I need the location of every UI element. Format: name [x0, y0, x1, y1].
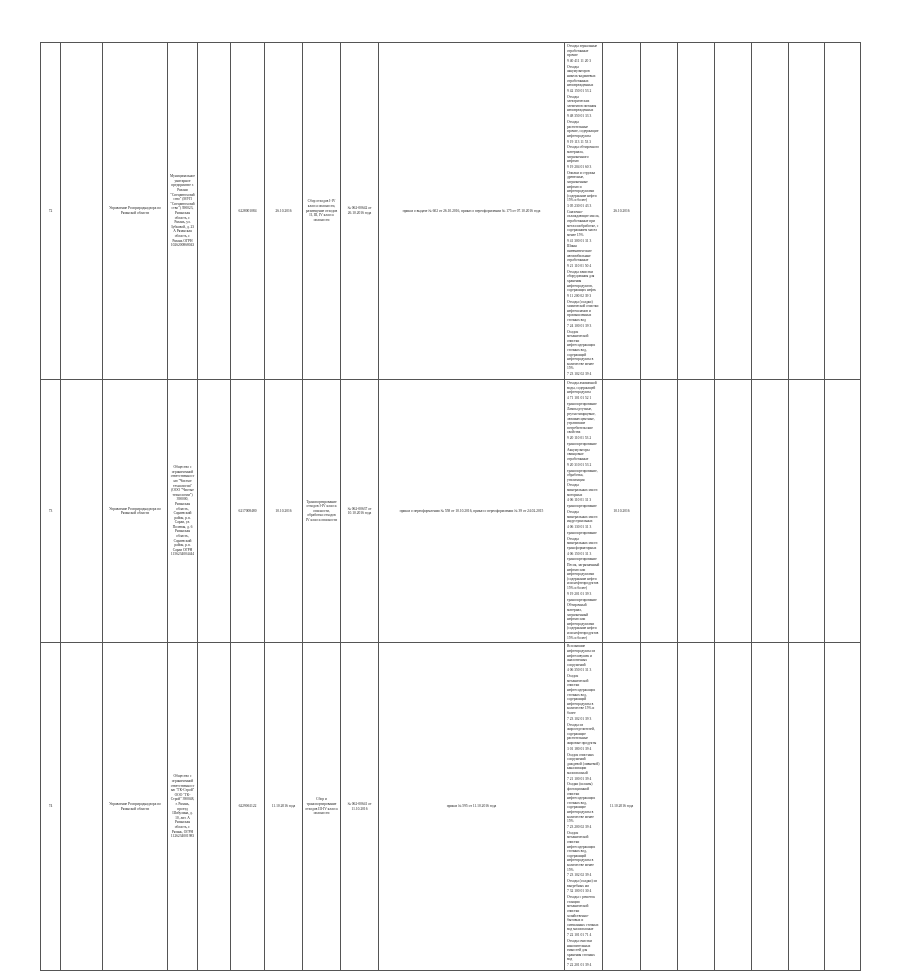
- blank-cell: [678, 379, 715, 642]
- blank-cell: [752, 643, 789, 971]
- waste-line: 9 20 310 01 53 2: [567, 462, 592, 467]
- licensee-info: Общество с ограниченной ответственностью "ГК-Строй" ООО "ГК-Строй" 390048, г. Рязань, проезд Шабулина, д. 10, лит. А Рязанская область, г. Рязань, ОГРН 1126234001983: [168, 643, 198, 971]
- waste-line: транспортирование: [567, 557, 597, 562]
- blank-cell: [789, 379, 825, 642]
- waste-line: Отходы обтирочного материала, загрязненного нефтью: [567, 145, 599, 164]
- licensing-authority: Управление Росприроднадзора по Рязанской области: [103, 643, 168, 971]
- waste-line: Отходы минеральных масел моторных: [567, 483, 598, 497]
- waste-line: Отходы растительные прочие, содержащие нефтепродукты: [567, 120, 599, 138]
- waste-line: транспортирование: [567, 597, 597, 602]
- blank-cell: [61, 43, 103, 380]
- licensing-authority: Управление Росприроднадзора по Рязанской области: [103, 379, 168, 642]
- waste-line: Отходы (осадки) из выгребных ям: [567, 879, 597, 888]
- registration-date: 11.10.2016 года: [603, 643, 641, 971]
- blank-cell: [715, 43, 752, 380]
- waste-line: 7 23 102 02 39 4: [567, 372, 592, 377]
- license-decision: № 062-00637 от 10.10.2016 года: [341, 379, 379, 642]
- blank-cell: [789, 643, 825, 971]
- waste-line: 4 06 110 01 31 3: [567, 498, 592, 503]
- registration-date: 26.10.2016: [603, 43, 641, 380]
- waste-line: 7 23 102 01 39 3: [567, 716, 592, 721]
- waste-line: Отходы (осадки) химической очистки нефтешламов и промышленных сточных вод: [567, 299, 599, 323]
- waste-line: 4 71 101 01 52 1: [567, 395, 592, 400]
- waste-line: Отходы зачистки оборудования для хранения нефтепродуктов, содержащих нефть: [567, 269, 597, 293]
- blank-cell: [198, 643, 231, 971]
- blank-cell: [641, 43, 678, 380]
- waste-line: 7 32 100 01 30 4: [567, 889, 592, 894]
- waste-line: Аккумуляторы свинцовые отработанные: [567, 447, 590, 461]
- waste-line: 9 19 204 01 60 3: [567, 164, 592, 169]
- waste-line: Отходы с решеток станции механической очистки хозяйственно-бытовых и смешанных сточных вод малоопасные: [567, 895, 599, 932]
- activity-type: Сбор отходов I-IV класса опасности, размещение отходов II, III, IV класса опасности: [303, 43, 341, 380]
- blank-cell: [715, 643, 752, 971]
- waste-line: транспортирование: [567, 401, 597, 406]
- waste-line: 3 01 180 01 39 4: [567, 746, 592, 751]
- table-row: [41, 643, 899, 971]
- blank-cell: [61, 379, 103, 642]
- waste-line: Шины пневматические автомобильные отработанные: [567, 244, 592, 263]
- blank-cell: [752, 379, 789, 642]
- waste-line: 9 40 411 11 20 3: [567, 58, 591, 63]
- waste-line: 7 22 201 01 39 4: [567, 963, 592, 968]
- blank-cell: [61, 643, 103, 971]
- table-row: [41, 43, 899, 380]
- license-decision: № 062-00642 от 26.10.2016 года: [341, 43, 379, 380]
- license-date: 26.10.2016: [265, 43, 303, 380]
- blank-cell: [678, 643, 715, 971]
- blank-cell: [825, 643, 861, 971]
- licensee-info: Муниципальное унитарное предприятие г. Рязани "Спецавтохозяйство" (МУП "Спецавтохозяйство") 390023, Рязанская область, г. Рязань, ул. Зубковой, д. 23 А Рязанская область, г. Рязань ОГРН 1026200868043: [168, 43, 198, 380]
- row-number: 73: [41, 379, 61, 642]
- waste-line: Отходы аккумуляторов никель-кадмиевых отработанных неповрежденных: [567, 64, 596, 88]
- waste-line: 9 48 350 01 33 3: [567, 114, 592, 119]
- license-decision: № 062-00641 от 11.10.2016: [341, 643, 379, 971]
- waste-line: 9 42 150 01 53 2: [567, 88, 592, 93]
- blank-cell: [825, 379, 861, 642]
- order-info: приказ о выдаче № 602 от 26.10.2016, приказ о переоформлении № 175 от 07.10.2016 года: [379, 43, 565, 380]
- license-date: 10.10.2016: [265, 379, 303, 642]
- waste-line: Отходы аммиачной воды, содержащей нефтепродукты: [567, 380, 597, 395]
- waste-line: 3 05 230 01 43 3: [567, 204, 592, 209]
- waste-line: Отходы зеркальные отработанные прочие: [567, 44, 598, 58]
- waste-line: Осадок механической очистки нефтесодержащих сточных вод, содержащий нефтепродукты в количестве менее 15%: [567, 830, 596, 872]
- waste-line: Отходы электрических элементов питания неповрежденных: [567, 94, 597, 113]
- waste-line: Обтирочный материал, загрязненный нефтью или нефтепродуктами (содержание нефти или нефтепродуктов 15% и более): [567, 603, 599, 640]
- waste-line: 9 19 113 11 53 3: [567, 139, 591, 144]
- taxpayer-number: 6228001084: [231, 43, 265, 380]
- waste-line: 9 19 201 01 39 3: [567, 591, 592, 596]
- taxpayer-number: 6229061122: [231, 643, 265, 971]
- blank-cell: [715, 379, 752, 642]
- taxpayer-number: 6217008480: [231, 379, 265, 642]
- waste-line: 9 20 110 01 53 2: [567, 436, 592, 441]
- waste-line: транспортирование: [567, 504, 597, 509]
- order-info: приказ № 595 от 11.10.2016 года: [379, 643, 565, 971]
- waste-line: Осадок механической очистки нефтесодержащих сточных вод, содержащий нефтепродукты в количестве менее 15%: [567, 329, 596, 371]
- waste-line: Отходы очистки накопительных емкостей для хранения сточных вод: [567, 938, 595, 962]
- waste-line: 7 24 100 01 39 3: [567, 323, 592, 328]
- row-number: 72: [41, 43, 61, 380]
- waste-list: [565, 643, 603, 971]
- row-number: 74: [41, 643, 61, 971]
- waste-line: Осадок очистных сооружений дождевой (ливневой) канализации малоопасный: [567, 752, 600, 775]
- table-row: [41, 379, 899, 642]
- waste-line: транспортирование: [567, 530, 597, 535]
- waste-line: 7 22 101 01 71 4: [567, 933, 592, 938]
- waste-line: 7 21 100 01 39 4: [567, 776, 592, 781]
- blank-cell: [641, 643, 678, 971]
- registration-date: 10.10.2016: [603, 379, 641, 642]
- blank-cell: [198, 379, 231, 642]
- blank-cell: [641, 379, 678, 642]
- waste-line: Отходы минеральных масел трансформаторных: [567, 536, 598, 550]
- waste-line: Осадок механической очистки нефтесодержащих сточных вод, содержащий нефтепродукты в количестве 15% и более: [567, 674, 596, 715]
- waste-line: 9 21 110 01 50 4: [567, 263, 592, 268]
- waste-line: 9 41 300 01 31 3: [567, 238, 592, 243]
- waste-line: транспортирование, обработка, утилизация: [567, 468, 598, 482]
- waste-line: Смазочно-охлаждающие масла, отработанные при металлообработке, с содержанием масел менее 15%: [567, 209, 600, 237]
- blank-cell: [752, 43, 789, 380]
- blank-cell: [825, 43, 861, 380]
- waste-line: Всплывшие нефтепродукты из нефтеловушек и аналогичных сооружений: [567, 644, 596, 667]
- waste-list: [565, 379, 603, 642]
- licensing-authority: Управление Росприроднадзора по Рязанской области: [103, 43, 168, 380]
- blank-cell: [678, 43, 715, 380]
- waste-line: Отходы из жироотделителей, содержащие растительные жировые продукты: [567, 722, 597, 745]
- activity-type: Транспортирование отходов I-IV класса опасности, обработка отходов IV класса опасности: [303, 379, 341, 642]
- waste-line: 4 06 130 01 31 3: [567, 524, 592, 529]
- license-registry-table: [40, 42, 899, 971]
- waste-line: 9 11 200 02 39 3: [567, 293, 592, 298]
- waste-line: 4 06 150 01 31 3: [567, 551, 592, 556]
- waste-line: Лампы ртутные, ртутно-кварцевые, люминесцентные, утратившие потребительские свойства: [567, 407, 596, 435]
- waste-line: 7 23 200 02 39 4: [567, 824, 592, 829]
- waste-line: Опилки и стружка древесные, загрязненные нефтью и нефтепродуктами (содержание нефти 15% и более): [567, 170, 597, 203]
- waste-line: 7 23 102 02 39 4: [567, 873, 592, 878]
- order-info: приказ о переоформлении № 558 от 10.10.2016, приказ о переоформлении № 39 от 24.02.2015: [379, 379, 565, 642]
- blank-cell: [789, 43, 825, 380]
- blank-cell: [198, 43, 231, 380]
- activity-type: Сбор и транспортирование отходов III-IV класса опасности: [303, 643, 341, 971]
- licensee-info: Общество с ограниченной ответственностью "Чистые технологии" (ООО "Чистые технологии") 390000, Рязанская область, Сараевский район, р.п. Сараи, ул. Полевая, д. 6 Рязанская область, Сараевский район, р.п. Сараи ОГРН 1156234004444: [168, 379, 198, 642]
- table-body: [41, 43, 899, 971]
- waste-line: транспортирование: [567, 441, 597, 446]
- waste-line: Отходы минеральных масел индустриальных: [567, 510, 598, 524]
- waste-list: [565, 43, 603, 380]
- waste-line: 4 06 350 01 31 3: [567, 668, 592, 673]
- waste-line: Осадки (шламы) флотационной очистки нефтесодержащих сточных вод, содержащие нефтепродукты в количестве менее 15%: [567, 782, 596, 824]
- waste-line: Песок, загрязненный нефтью или нефтепродуктами (содержание нефти или нефтепродуктов 15% и более): [567, 563, 600, 591]
- license-date: 11.10.2016 года: [265, 643, 303, 971]
